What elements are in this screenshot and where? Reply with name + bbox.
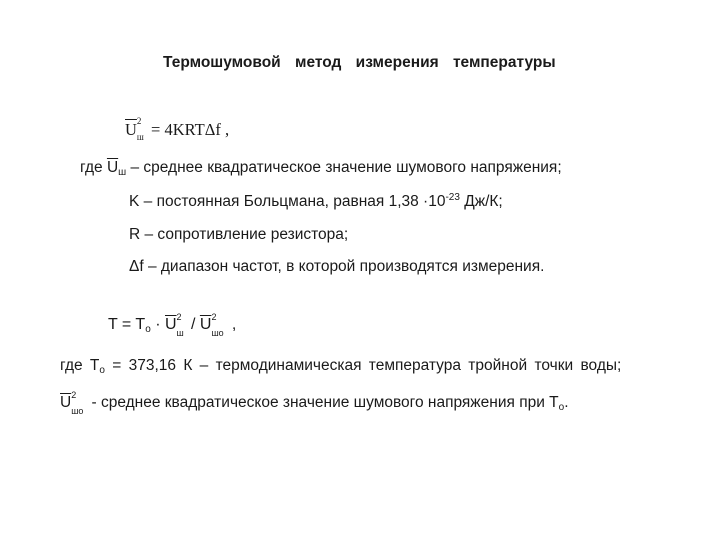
def6-u-sub: шо <box>71 406 84 416</box>
formula2-end: , <box>227 316 237 333</box>
def5-prefix: где T <box>60 357 100 374</box>
def1-prefix: где <box>80 159 107 176</box>
def6-u <box>60 390 84 416</box>
formula-noise-voltage <box>125 116 230 142</box>
def3-text: R – сопротивление резистора; <box>129 226 349 243</box>
def1-u-sub: ш <box>118 167 127 178</box>
formula2-dot: · <box>150 316 165 333</box>
formula2-slash: / <box>186 316 200 333</box>
def6-u-symbol: U <box>60 394 72 411</box>
formula2-u2-symbol: U <box>199 316 212 333</box>
def2-text: K – постоянная Больцмана, равная 1,38 ·10 <box>129 193 446 210</box>
def1-text: – среднее квадратическое значение шумового напряжения; <box>126 159 562 176</box>
def2-exponent: -23 <box>445 192 460 203</box>
def6-t0-sub: o <box>558 402 565 413</box>
formula2-u2 <box>199 312 224 338</box>
def1-u-symbol: $\overline{U}$ <box>106 159 119 176</box>
formula2-u1-sub: ш <box>176 328 184 338</box>
definition-boltzmann <box>129 193 503 211</box>
formula1-u-sub: ш <box>136 132 144 142</box>
definition-noise-voltage-t0 <box>60 390 569 416</box>
def6-text: - среднее квадратическое значение шумового напряжения при T <box>87 394 559 411</box>
definition-triple-point <box>60 357 621 375</box>
formula1-rhs: = 4KRTΔf , <box>146 120 230 139</box>
def5-text: = 373,16 К – термодинамическая температура тройной точки воды; <box>104 357 622 374</box>
formula2-u2-sup: 2 <box>211 312 217 322</box>
formula2-lhs: T = T <box>108 316 146 333</box>
definition-noise-voltage <box>80 159 562 177</box>
def2-unit: Дж/К; <box>459 193 503 210</box>
formula2-u1 <box>164 312 184 338</box>
formula2-u2-sub: шо <box>211 328 224 338</box>
def6-end: . <box>564 394 569 411</box>
formula2-t0-sub: o <box>145 324 151 335</box>
def6-u-sup: 2 <box>71 390 77 400</box>
def4-text: Δf – диапазон частот, в которой производятся измерения. <box>129 258 545 275</box>
definition-frequency-range <box>129 258 544 276</box>
def5-t0-sub: o <box>99 365 105 376</box>
formula2-u1-sup: 2 <box>176 312 182 322</box>
formula1-u-sup: 2 <box>136 116 142 126</box>
formula-temperature <box>108 312 237 338</box>
formula1-u-symbol: U <box>125 120 137 139</box>
formula1-u <box>125 116 144 142</box>
formula2-u1-symbol: U <box>164 316 177 333</box>
definition-resistance <box>129 226 348 244</box>
slide-title: Термошумовой метод измерения температуры <box>163 54 556 71</box>
